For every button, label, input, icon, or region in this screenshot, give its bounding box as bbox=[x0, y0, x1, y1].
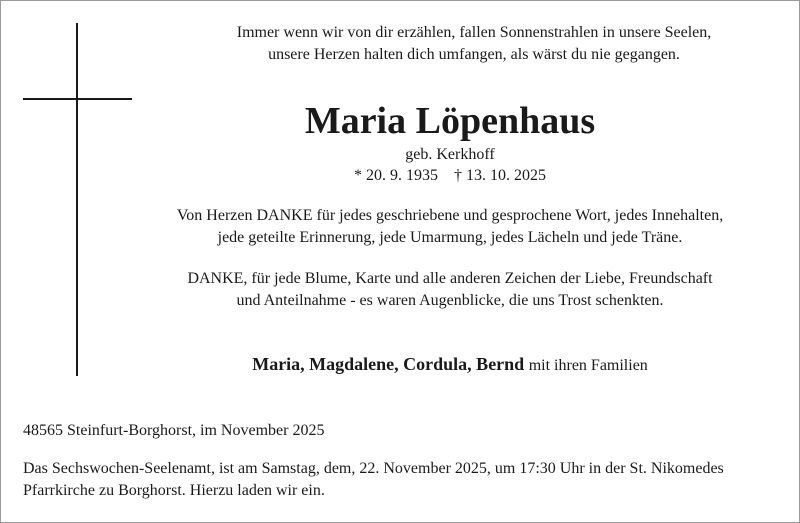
service-notice bbox=[23, 458, 793, 502]
place-and-date: 48565 Steinfurt-Borghorst, im November 2025 bbox=[23, 422, 325, 439]
thanks-paragraph-1-line-1: Von Herzen DANKE für jedes geschriebene und gesprochene Wort, jedes Innehalten, bbox=[176, 207, 724, 224]
deceased-name: Maria Löpenhaus bbox=[304, 100, 596, 142]
thanks-paragraph-2-line-1: DANKE, für jede Blume, Karte und alle anderen Zeichen der Liebe, Freundschaft bbox=[187, 270, 713, 287]
cross-horizontal-bar bbox=[23, 98, 132, 100]
death-date: † 13. 10. 2025 bbox=[454, 167, 546, 184]
service-notice-line-1: Das Sechswochen-Seelenamt, ist am Samstag, dem, 22. November 2025, um 17:30 Uhr in der St. Nikomedes bbox=[23, 460, 724, 477]
quote-line-2: unsere Herzen halten dich umfangen, als wärst du nie gegangen. bbox=[268, 46, 680, 63]
family-signature bbox=[120, 352, 780, 378]
maiden-name: geb. Kerkhoff bbox=[405, 146, 495, 163]
service-notice-line-2: Pfarrkirche zu Borghorst. Hierzu laden wir ein. bbox=[23, 482, 325, 499]
memorial-quote bbox=[180, 22, 768, 66]
thanks-paragraph-1-line-2: jede geteilte Erinnerung, jede Umarmung, jedes Lächeln und jede Träne. bbox=[217, 229, 683, 246]
thanks-paragraph-2 bbox=[120, 268, 780, 312]
thanks-paragraph-1 bbox=[120, 205, 780, 249]
life-dates bbox=[150, 166, 750, 186]
quote-line-1: Immer wenn wir von dir erzählen, fallen Sonnenstrahlen in unsere Seelen, bbox=[236, 24, 712, 41]
cross-vertical-bar bbox=[76, 23, 78, 376]
thanks-paragraph-2-line-2: und Anteilnahme - es waren Augenblicke, die uns Trost schenkten. bbox=[236, 292, 664, 309]
birth-date: * 20. 9. 1935 bbox=[354, 167, 438, 184]
family-names: Maria, Magdalene, Cordula, Bernd bbox=[252, 354, 525, 374]
family-suffix: mit ihren Familien bbox=[528, 357, 648, 374]
